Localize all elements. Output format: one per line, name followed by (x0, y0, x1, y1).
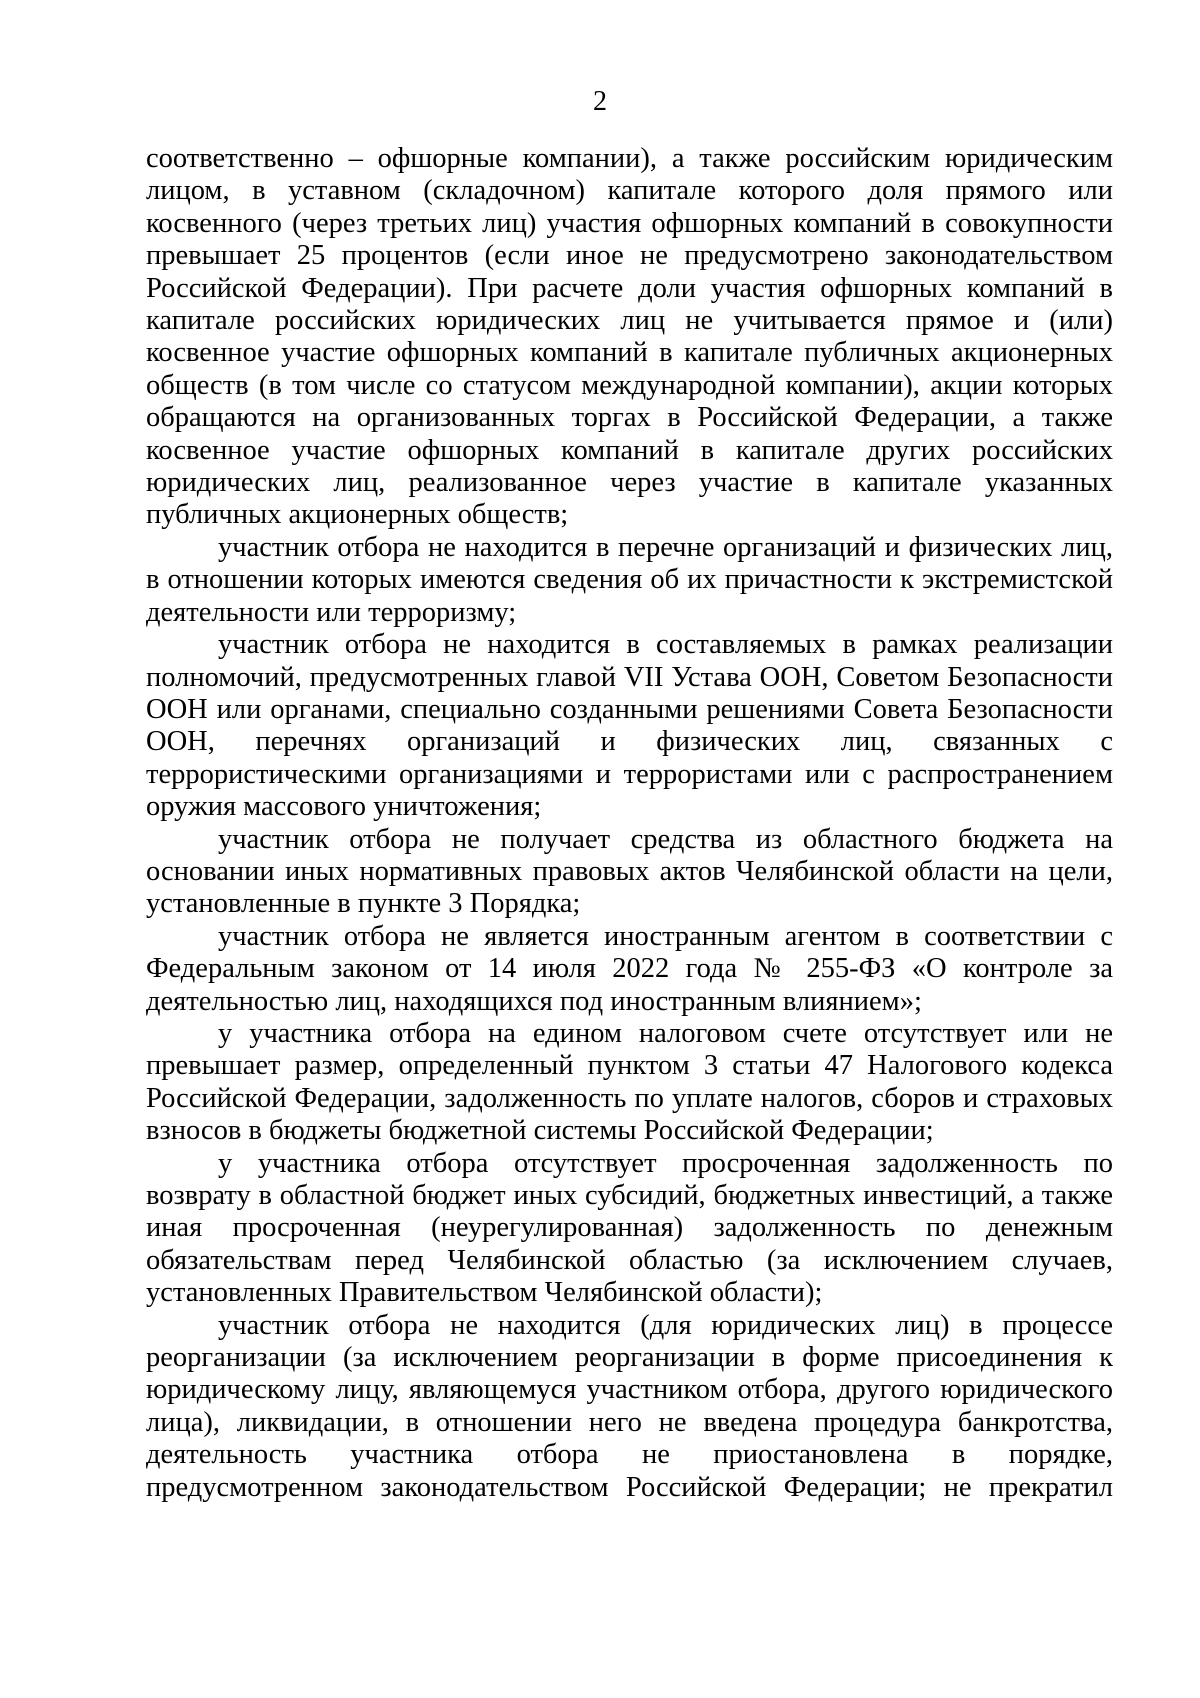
paragraph-tax-debt: у участника отбора на едином налоговом счете отсутствует или не превышает размер, определенный пунктом 3 статьи 47 Налогового кодекса Российской Федерации, задолженность по уплате налогов, сборов и страховых взносов в бюджеты бюджетной системы Российской Федерации; (146, 1017, 1113, 1147)
paragraph-un-sanctions-list: участник отбора не находится в составляемых в рамках реализации полномочий, предусмотренных главой VII Устава ООН, Советом Безопасности ООН или органами, специально созданными решениями Совета Безопасности ООН, перечнях организаций и физических лиц, связанных с террористическими организациями и террористами или с распространением оружия массового уничтожения; (146, 629, 1113, 823)
document-body (146, 143, 1113, 1504)
paragraph-foreign-agent: участник отбора не является иностранным агентом в соответствии с Федеральным законом от 14 июля 2022 года № 255-ФЗ «О контроле за деятельностью лиц, находящихся под иностранным влиянием»; (146, 920, 1113, 1017)
paragraph-offshore-companies: соответственно – офшорные компании), а также российским юридическим лицом, в уставном (складочном) капитале которого доля прямого или косвенного (через третьих лиц) участия офшорных компаний в совокупности превышает 25 процентов (если иное не предусмотрено законодательством Российской Федерации). При расчете доли участия офшорных компаний в капитале российских юридических лиц не учитывается прямое и (или) косвенное участие офшорных компаний в капитале публичных акционерных обществ (в том числе со статусом международной компании), акции которых обращаются на организованных торгах в Российской Федерации, а также косвенное участие офшорных компаний в капитале других российских юридических лиц, реализованное через участие в капитале указанных публичных акционерных обществ; (146, 143, 1113, 531)
paragraph-regional-budget-funds: участник отбора не получает средства из областного бюджета на основании иных нормативных правовых актов Челябинской области на цели, установленные в пункте 3 Порядка; (146, 823, 1113, 920)
paragraph-reorganization: участник отбора не находится (для юридических лиц) в процессе реорганизации (за исключением реорганизации в форме присоединения к юридическому лицу, являющемуся участником отбора, другого юридического лица), ликвидации, в отношении него не введена процедура банкротства, деятельность участника отбора не приостановлена в порядке, предусмотренном законодательством Российской Федерации; не прекратил (146, 1309, 1113, 1503)
paragraph-extremism-list: участник отбора не находится в перечне организаций и физических лиц, в отношении которых имеются сведения об их причастности к экстремистской деятельности или терроризму; (146, 531, 1113, 628)
paragraph-overdue-debt: у участника отбора отсутствует просроченная задолженность по возврату в областной бюджет иных субсидий, бюджетных инвестиций, а также иная просроченная (неурегулированная) задолженность по денежным обязательствам перед Челябинской областью (за исключением случаев, установленных Правительством Челябинской области); (146, 1147, 1113, 1309)
page-number: 2 (593, 86, 607, 117)
